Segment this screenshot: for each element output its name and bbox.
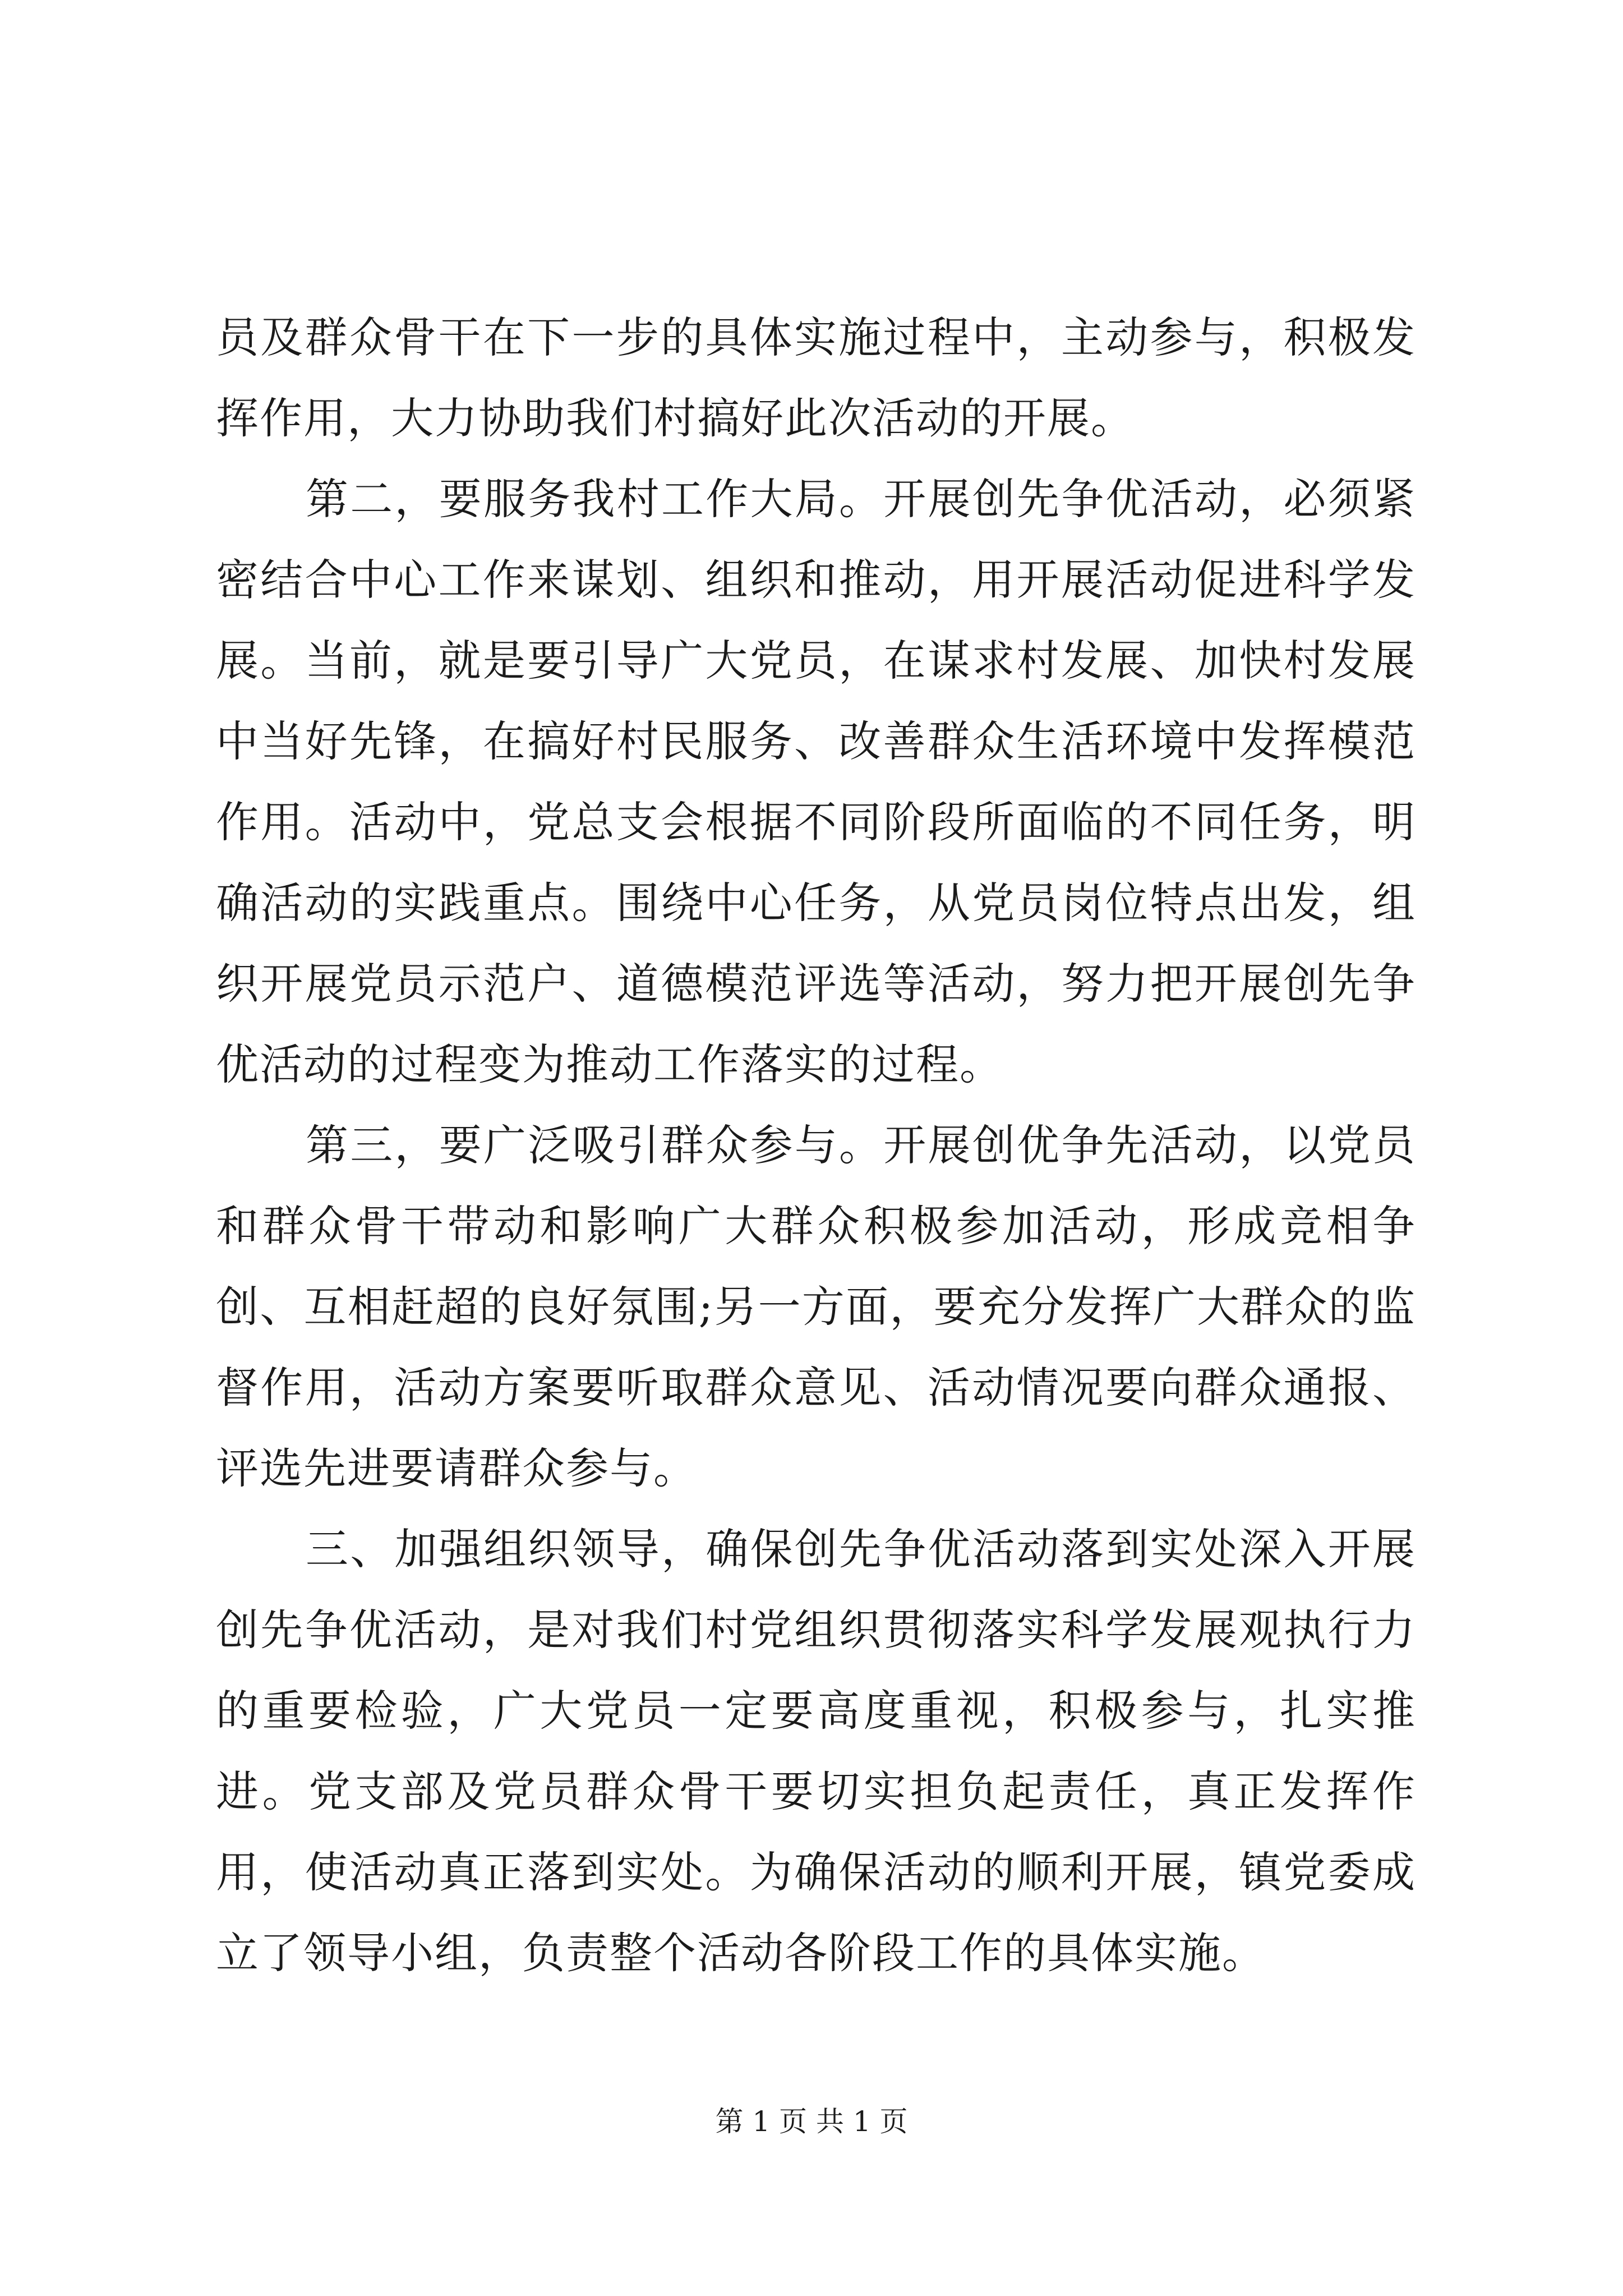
paragraph-second-point: 第二，要服务我村工作大局。开展创先争优活动，必须紧密结合中心工作来谋划、组织和推动，用开展活动促进科学发展。当前，就是要引导广大党员，在谋求村发展、加快村发展中当好先锋，在搞好村民服务、改善群众生活环境中发挥模范作用。活动中，党总支会根据不同阶段所面临的不同任务，明确活动的实践重点。围绕中心任务，从党员岗位特点出发，组织开展党员示范户、道德模范评选等活动，努力把开展创先争优活动的过程变为推动工作落实的过程。 xyxy=(216,474,1416,1089)
paragraph-third-point: 第三，要广泛吸引群众参与。开展创优争先活动，以党员和群众骨干带动和影响广大群众积极参加活动，形成竞相争创、互相赶超的良好氛围;另一方面，要充分发挥广大群众的监督作用，活动方案要听取群众意见、活动情况要向群众通报、评选先进要请群众参与。 xyxy=(216,1120,1416,1493)
paragraph-continuation: 员及群众骨干在下一步的具体实施过程中，主动参与，积极发挥作用，大力协助我们村搞好此次活动的开展。 xyxy=(216,312,1416,443)
document-body xyxy=(216,297,1416,1994)
page-footer: 第 1 页 共 1 页 xyxy=(715,2105,908,2138)
paragraph-section-three: 三、加强组织领导，确保创先争优活动落到实处深入开展创先争优活动，是对我们村党组织贯彻落实科学发展观执行力的重要检验，广大党员一定要高度重视，积极参与，扎实推进。党支部及党员群众骨干要切实担负起责任，真正发挥作用，使活动真正落到实处。为确保活动的顺利开展，镇党委成立了领导小组，负责整个活动各阶段工作的具体实施。 xyxy=(216,1524,1416,1978)
